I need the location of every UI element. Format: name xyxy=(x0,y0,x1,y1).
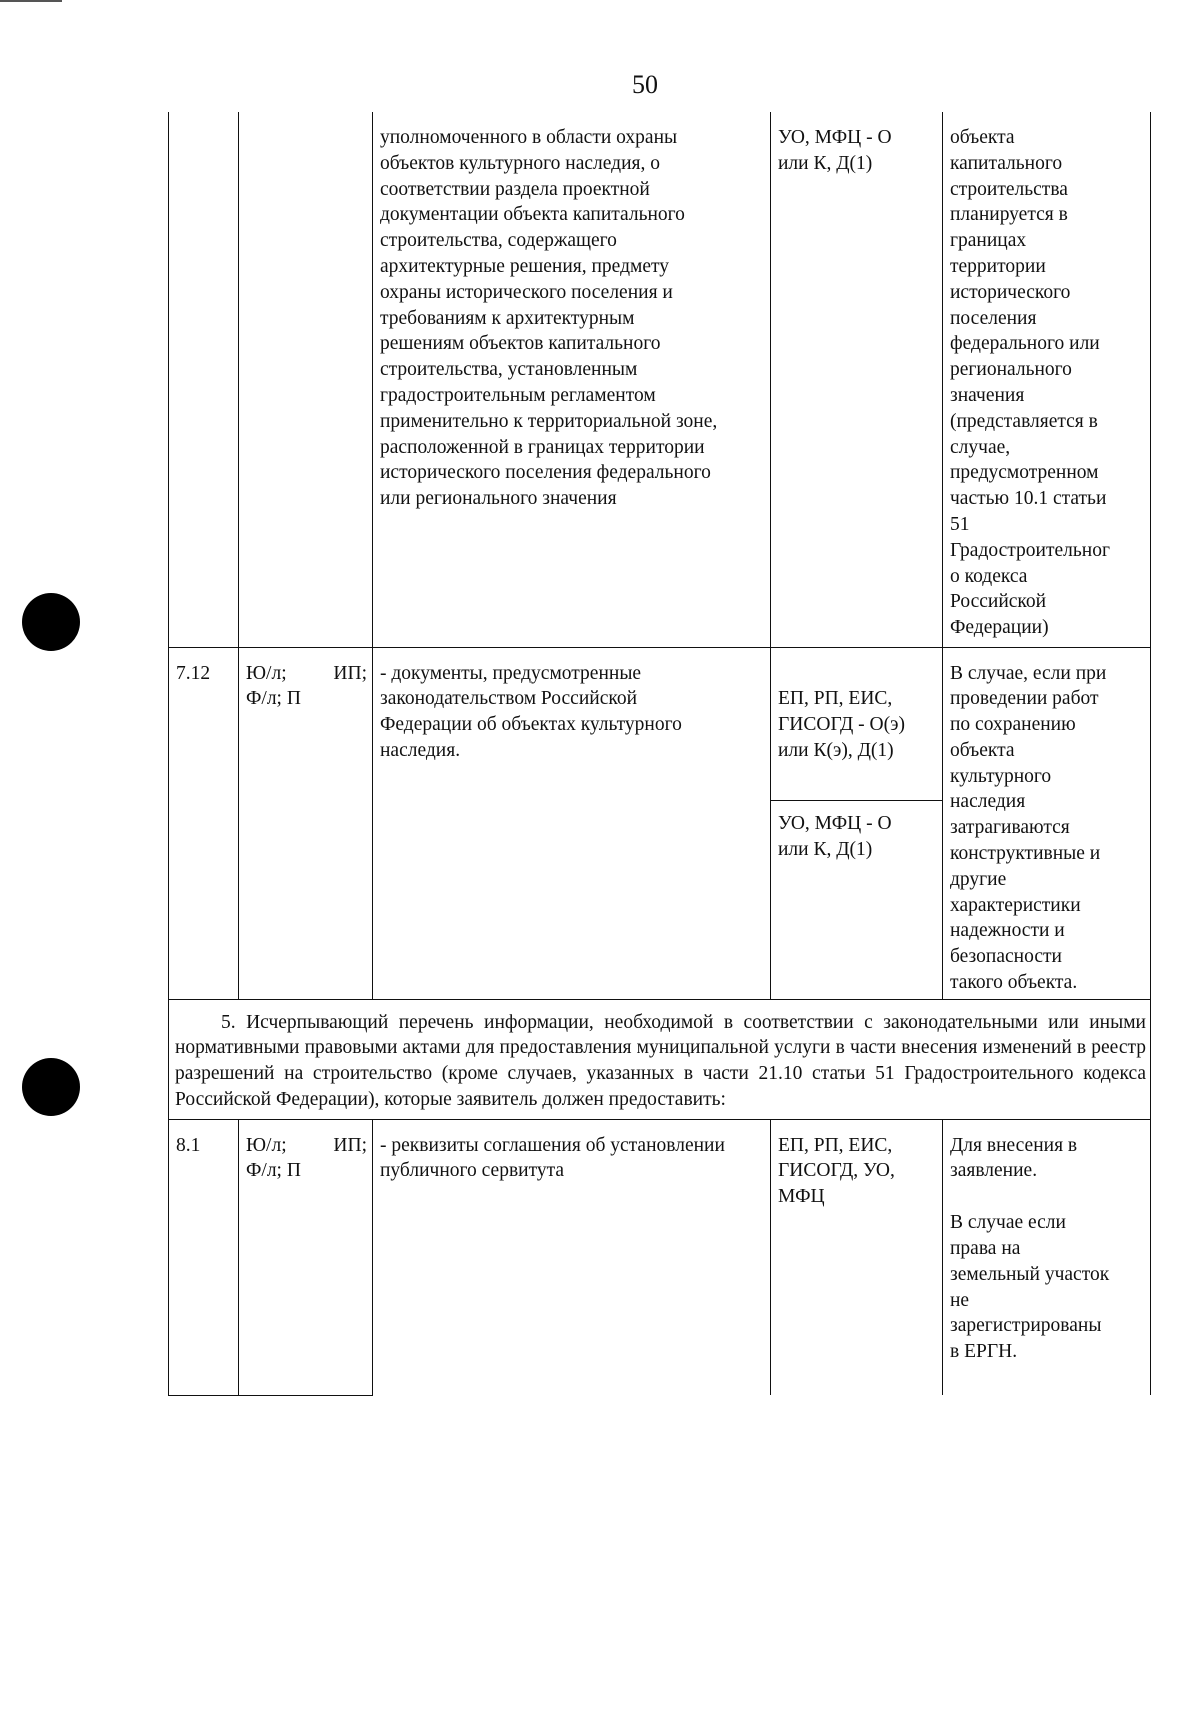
section-heading-row xyxy=(169,999,1151,1119)
applicant-type-cell xyxy=(239,647,373,999)
applicant-type-cell xyxy=(239,1119,373,1395)
table-row xyxy=(169,1119,1151,1395)
applicant-type-ip: ИП; xyxy=(333,662,367,684)
row-number-cell: 8.1 xyxy=(169,1119,239,1395)
punch-hole xyxy=(22,593,80,651)
submission-channels-cell: УО, МФЦ - О или К, Д(1) xyxy=(771,112,943,647)
scan-edge-line xyxy=(0,0,62,2)
applicant-type-line2: Ф/л; П xyxy=(246,1160,301,1182)
note-purpose: Для внесения в заявление. xyxy=(950,1134,1078,1182)
document-description-cell: уполномоченного в области охраны объектов культурного наследия, о соответствии раздела проектной документации объекта капитального строительства, содержащего архитектурные решения, предмету охраны исторического поселения и требованиям к архитектурным решениям объектов капитального строительства, установленным градостроительным регламентом применительно к территориальной зоне, расположенной в границах территории исторического поселения федерального или регионального значения xyxy=(373,112,771,647)
page-number: 50 xyxy=(632,70,658,99)
applicant-type-line2: Ф/л; П xyxy=(246,688,301,710)
note-condition: В случае если права на земельный участок не зарегистрированы в ЕРГН. xyxy=(950,1212,1110,1363)
documents-table xyxy=(168,112,1151,1396)
table-row xyxy=(169,112,1151,647)
note-cell xyxy=(943,1119,1151,1395)
document-description-cell: - документы, предусмотренные законодательством Российской Федерации об объектах культурного наследия. xyxy=(373,647,771,999)
channels-in-person: УО, МФЦ - О или К, Д(1) xyxy=(771,800,942,874)
channels-electronic: ЕП, РП, ЕИС, ГИСОГД - О(э) или К(э), Д(1) xyxy=(778,688,905,761)
note-cell: В случае, если при проведении работ по сохранению объекта культурного наследия затрагиваются конструктивные и другие характеристики надежности и безопасности такого объекта. xyxy=(943,647,1151,999)
applicant-type-cell xyxy=(239,112,373,647)
punch-hole xyxy=(22,1058,80,1116)
row-number-cell xyxy=(169,112,239,647)
submission-channels-cell: ЕП, РП, ЕИС, ГИСОГД, УО, МФЦ xyxy=(771,1119,943,1395)
applicant-type-legal: Ю/л; xyxy=(246,1134,287,1156)
table-row xyxy=(169,647,1151,999)
applicant-type-ip: ИП; xyxy=(333,1134,367,1156)
note-cell: объекта капитального строительства планируется в границах территории исторического поселения федерального или регионального значения (представляется в случае, предусмотренном частью 10.1 статьи 51 Градостроительног о кодекса Российской Федерации) xyxy=(943,112,1151,647)
submission-channels-cell xyxy=(771,647,943,999)
row-number-cell: 7.12 xyxy=(169,647,239,999)
applicant-type-legal: Ю/л; xyxy=(246,662,287,684)
document-description-cell: - реквизиты соглашения об установлении публичного сервитута xyxy=(373,1119,771,1395)
section-5-heading: 5. Исчерпывающий перечень информации, необходимой в соответствии с законодательными или иными нормативными правовыми актами для предоставления муниципальной услуги в части внесения изменений в реестр разрешений на строительство (кроме случаев, указанных в части 21.10 статьи 51 Градостроительного кодекса Российской Федерации), которые заявитель должен предоставить: xyxy=(169,999,1151,1119)
